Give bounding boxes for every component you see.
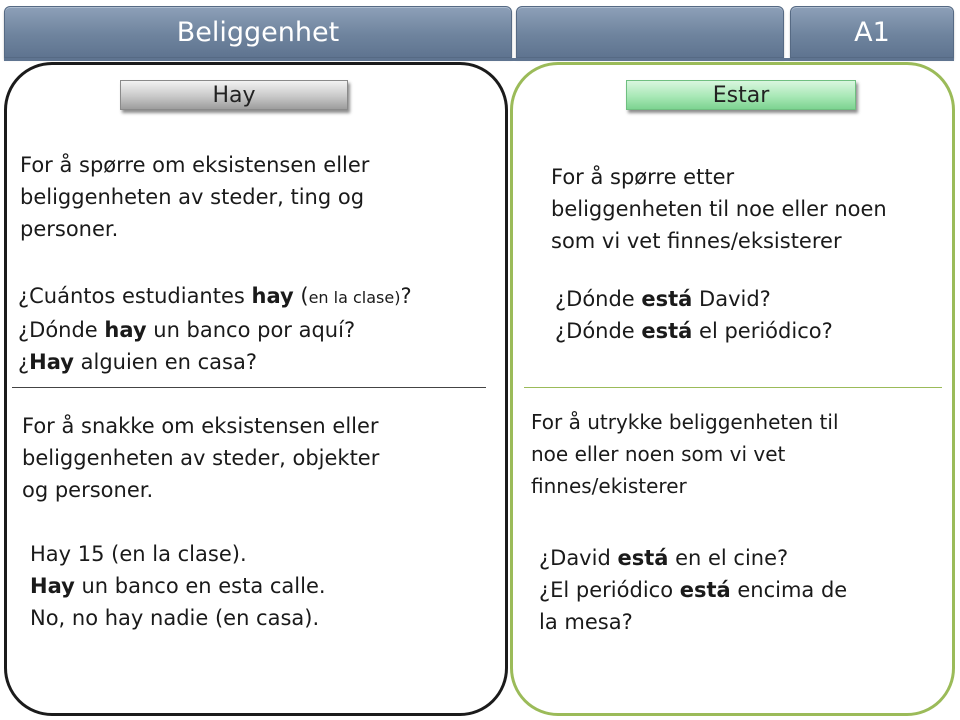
estar-intro-line: For å spørre etter [551, 165, 735, 189]
estar-answer-2: ¿El periódico está encima de [539, 578, 848, 602]
hay-second-line: og personer. [22, 478, 154, 502]
tab-underline [4, 58, 954, 61]
hay-intro-line: For å spørre om eksistensen eller [20, 153, 370, 177]
hay-label: Hay [120, 80, 348, 110]
hay-answer-1: Hay 15 (en la clase). [30, 542, 247, 566]
estar-second-line: For å utrykke beliggenheten til [531, 410, 839, 434]
estar-intro-text [551, 161, 887, 257]
hay-second-text [22, 410, 379, 506]
tab-title: Beliggenhet [4, 6, 512, 58]
estar-second-text [531, 406, 839, 502]
hay-question-1: ¿Cuántos estudiantes hay (en la clase)? [18, 284, 412, 308]
estar-questions [555, 283, 833, 347]
hay-intro-text [20, 149, 369, 245]
tab-level: A1 [790, 6, 954, 58]
hay-second-line: beliggenheten av steder, objekter [22, 446, 380, 470]
estar-answers [539, 542, 847, 638]
estar-second-line: finnes/ekisterer [531, 474, 687, 498]
hay-answer-3: No, no hay nadie (en casa). [30, 606, 320, 630]
estar-second-line: noe eller noen som vi vet [531, 442, 786, 466]
hay-divider [12, 387, 486, 388]
hay-answers [30, 538, 326, 634]
hay-question-2: ¿Dónde hay un banco por aquí? [18, 318, 356, 342]
estar-answer-1: ¿David está en el cine? [539, 546, 789, 570]
estar-label: Estar [626, 80, 856, 110]
hay-question-3: ¿Hay alguien en casa? [18, 350, 257, 374]
estar-intro-line: som vi vet finnes/eksisterer [551, 229, 842, 253]
tab-blank [516, 6, 784, 58]
hay-intro-line: beliggenheten av steder, ting og [20, 185, 365, 209]
hay-answer-2: Hay un banco en esta calle. [30, 574, 326, 598]
estar-divider [524, 387, 942, 388]
hay-questions [18, 280, 412, 378]
estar-question-1: ¿Dónde está David? [555, 287, 771, 311]
estar-answer-3: la mesa? [539, 610, 633, 634]
hay-intro-line: personer. [20, 217, 119, 241]
estar-intro-line: beliggenheten til noe eller noen [551, 197, 887, 221]
hay-second-line: For å snakke om eksistensen eller [22, 414, 379, 438]
estar-question-2: ¿Dónde está el periódico? [555, 319, 833, 343]
